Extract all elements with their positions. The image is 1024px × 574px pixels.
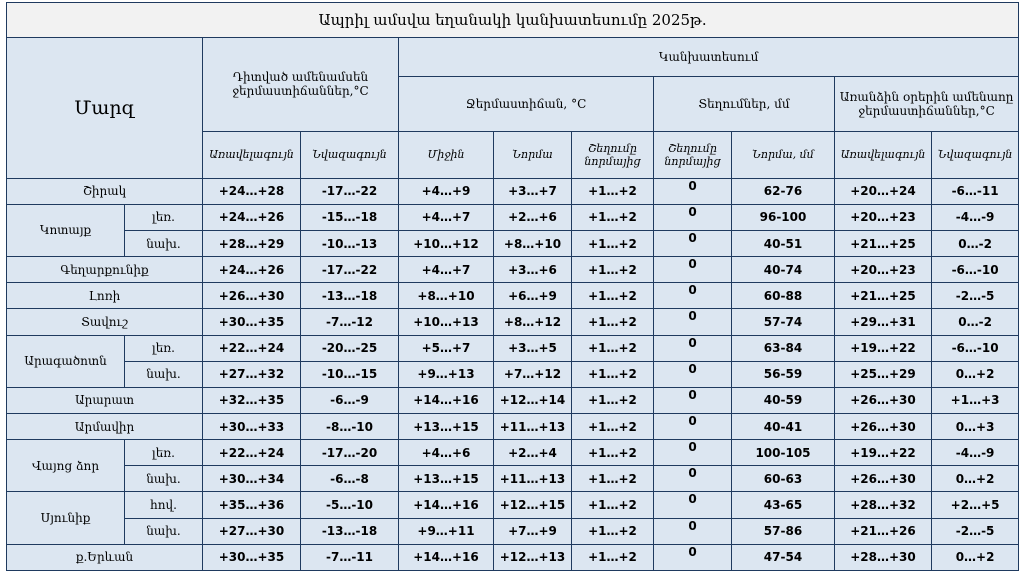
subregion-name: հով.: [125, 492, 203, 518]
cell-mean: +4…+7: [399, 204, 494, 230]
cell-norm: +8…+10: [494, 230, 572, 256]
cell-obs-min: -15…-18: [301, 204, 399, 230]
cell-p-dev: 0: [654, 230, 732, 256]
cell-p-norm: 57-86: [732, 518, 835, 544]
cell-norm: +11…+13: [494, 466, 572, 492]
cell-p-dev: 0: [654, 466, 732, 492]
table-row: [7, 361, 1019, 387]
cell-obs-min: -13…-18: [301, 283, 399, 309]
subregion-name: նախ.: [125, 230, 203, 256]
cell-dev: +1…+2: [572, 204, 654, 230]
cell-mean: +9…+11: [399, 518, 494, 544]
forecast-table-frame: [6, 2, 1018, 571]
cell-e-max: +20…+24: [835, 178, 932, 204]
cell-p-norm: 63-84: [732, 335, 835, 361]
region-name: Շիրակ: [7, 178, 203, 204]
cell-mean: +14…+16: [399, 387, 494, 413]
observed-header: Դիտված ամենամսեն ջերմաստիճաններ,°C: [203, 37, 399, 131]
cell-e-min: 0…+3: [932, 413, 1019, 439]
norm-header: Նորմա: [494, 131, 572, 178]
table-row: [7, 492, 1019, 518]
cell-obs-max: +24…+26: [203, 257, 301, 283]
cell-e-max: +28…+32: [835, 492, 932, 518]
cell-obs-min: -17…-22: [301, 178, 399, 204]
cell-obs-max: +24…+28: [203, 178, 301, 204]
cell-e-min: -2…-5: [932, 518, 1019, 544]
cell-dev: +1…+2: [572, 387, 654, 413]
cell-e-min: 0…+2: [932, 544, 1019, 570]
region-name: Արագածոտն: [7, 335, 125, 387]
cell-norm: +12…+13: [494, 544, 572, 570]
cell-p-dev: 0: [654, 518, 732, 544]
cell-obs-max: +28…+29: [203, 230, 301, 256]
forecast-table: [6, 2, 1019, 571]
deviation-header: Շեղումը նորմայից: [572, 131, 654, 178]
cell-p-norm: 40-41: [732, 413, 835, 439]
cell-p-norm: 56-59: [732, 361, 835, 387]
cell-obs-max: +27…+30: [203, 518, 301, 544]
cell-mean: +13…+15: [399, 466, 494, 492]
cell-e-min: -4…-9: [932, 204, 1019, 230]
cell-obs-max: +26…+30: [203, 283, 301, 309]
cell-p-dev: 0: [654, 335, 732, 361]
cell-obs-max: +30…+33: [203, 413, 301, 439]
cell-norm: +2…+4: [494, 440, 572, 466]
cell-p-norm: 40-59: [732, 387, 835, 413]
cell-dev: +1…+2: [572, 178, 654, 204]
cell-dev: +1…+2: [572, 283, 654, 309]
cell-obs-min: -7…-11: [301, 544, 399, 570]
table-row: [7, 230, 1019, 256]
cell-p-dev: 0: [654, 413, 732, 439]
region-name: Լոռի: [7, 283, 203, 309]
forecast-header: Կանխատեսում: [399, 37, 1019, 77]
table-row: [7, 466, 1019, 492]
temperature-header: Ջերմաստիճան, °C: [399, 77, 654, 131]
cell-e-min: 0…+2: [932, 361, 1019, 387]
cell-obs-max: +27…+32: [203, 361, 301, 387]
cell-norm: +7…+12: [494, 361, 572, 387]
cell-dev: +1…+2: [572, 230, 654, 256]
cell-dev: +1…+2: [572, 466, 654, 492]
precipitation-header: Տեղումներ, մմ: [654, 77, 835, 131]
region-name: Կոտայք: [7, 204, 125, 256]
cell-e-min: 0…-2: [932, 230, 1019, 256]
table-row: [7, 387, 1019, 413]
cell-e-min: +1…+3: [932, 387, 1019, 413]
region-name: Տավուշ: [7, 309, 203, 335]
table-title: Ապրիլ ամսվա եղանակի կանխատեսումը 2025թ.: [7, 3, 1019, 38]
region-name: Արմավիր: [7, 413, 203, 439]
table-row: [7, 178, 1019, 204]
cell-obs-min: -17…-20: [301, 440, 399, 466]
cell-dev: +1…+2: [572, 309, 654, 335]
cell-norm: +12…+15: [494, 492, 572, 518]
ext-max-header: Առավելագույն: [835, 131, 932, 178]
region-name: Սյունիք: [7, 492, 125, 544]
cell-dev: +1…+2: [572, 335, 654, 361]
cell-norm: +3…+7: [494, 178, 572, 204]
cell-norm: +12…+14: [494, 387, 572, 413]
cell-mean: +4…+9: [399, 178, 494, 204]
cell-obs-min: -17…-22: [301, 257, 399, 283]
cell-e-min: +2…+5: [932, 492, 1019, 518]
cell-p-dev: 0: [654, 544, 732, 570]
cell-obs-min: -13…-18: [301, 518, 399, 544]
cell-obs-min: -6…-9: [301, 387, 399, 413]
cell-mean: +13…+15: [399, 413, 494, 439]
region-name: ք.Երևան: [7, 544, 203, 570]
cell-p-dev: 0: [654, 492, 732, 518]
cell-norm: +6…+9: [494, 283, 572, 309]
cell-mean: +10…+12: [399, 230, 494, 256]
cell-mean: +8…+10: [399, 283, 494, 309]
table-row: [7, 335, 1019, 361]
cell-dev: +1…+2: [572, 257, 654, 283]
cell-e-max: +26…+30: [835, 466, 932, 492]
table-row: [7, 204, 1019, 230]
cell-e-min: 0…-2: [932, 309, 1019, 335]
cell-norm: +7…+9: [494, 518, 572, 544]
cell-p-norm: 60-88: [732, 283, 835, 309]
cell-dev: +1…+2: [572, 518, 654, 544]
table-row: [7, 518, 1019, 544]
cell-dev: +1…+2: [572, 440, 654, 466]
ext-min-header: Նվազագույն: [932, 131, 1019, 178]
cell-obs-max: +22…+24: [203, 335, 301, 361]
cell-e-min: -6…-10: [932, 257, 1019, 283]
obs-min-header: Նվազագույն: [301, 131, 399, 178]
cell-dev: +1…+2: [572, 492, 654, 518]
subregion-name: լեռ.: [125, 440, 203, 466]
subregion-name: նախ.: [125, 361, 203, 387]
cell-p-norm: 40-74: [732, 257, 835, 283]
cell-dev: +1…+2: [572, 361, 654, 387]
table-row: [7, 413, 1019, 439]
table-row: [7, 257, 1019, 283]
region-name: Գեղարքունիք: [7, 257, 203, 283]
cell-p-norm: 96-100: [732, 204, 835, 230]
cell-p-dev: 0: [654, 440, 732, 466]
cell-dev: +1…+2: [572, 544, 654, 570]
cell-obs-min: -6…-8: [301, 466, 399, 492]
subregion-name: լեռ.: [125, 335, 203, 361]
cell-mean: +5…+7: [399, 335, 494, 361]
cell-e-min: -2…-5: [932, 283, 1019, 309]
cell-p-norm: 60-63: [732, 466, 835, 492]
cell-mean: +4…+6: [399, 440, 494, 466]
cell-e-max: +29…+31: [835, 309, 932, 335]
cell-p-norm: 62-76: [732, 178, 835, 204]
table-row: [7, 283, 1019, 309]
cell-obs-max: +22…+24: [203, 440, 301, 466]
cell-p-dev: 0: [654, 204, 732, 230]
precip-deviation-header: Շեղումը նորմայից: [654, 131, 732, 178]
cell-p-dev: 0: [654, 178, 732, 204]
cell-e-max: +28…+30: [835, 544, 932, 570]
cell-norm: +3…+6: [494, 257, 572, 283]
cell-p-dev: 0: [654, 283, 732, 309]
cell-e-min: -6…-11: [932, 178, 1019, 204]
cell-p-norm: 57-74: [732, 309, 835, 335]
cell-obs-max: +32…+35: [203, 387, 301, 413]
cell-e-min: 0…+2: [932, 466, 1019, 492]
cell-mean: +4…+7: [399, 257, 494, 283]
cell-e-max: +21…+25: [835, 230, 932, 256]
region-name: Վայոց ձոր: [7, 440, 125, 492]
obs-max-header: Առավելագույն: [203, 131, 301, 178]
cell-mean: +14…+16: [399, 544, 494, 570]
cell-obs-min: -7…-12: [301, 309, 399, 335]
mean-header: Միջին: [399, 131, 494, 178]
cell-e-max: +20…+23: [835, 204, 932, 230]
cell-e-max: +19…+22: [835, 440, 932, 466]
cell-obs-max: +30…+34: [203, 466, 301, 492]
cell-p-dev: 0: [654, 387, 732, 413]
cell-p-norm: 100-105: [732, 440, 835, 466]
cell-mean: +10…+13: [399, 309, 494, 335]
cell-obs-min: -8…-10: [301, 413, 399, 439]
table-row: [7, 440, 1019, 466]
cell-mean: +14…+16: [399, 492, 494, 518]
cell-p-dev: 0: [654, 257, 732, 283]
cell-obs-min: -20…-25: [301, 335, 399, 361]
cell-p-dev: 0: [654, 309, 732, 335]
cell-obs-max: +24…+26: [203, 204, 301, 230]
subregion-name: լեռ.: [125, 204, 203, 230]
cell-p-norm: 47-54: [732, 544, 835, 570]
cell-e-min: -4…-9: [932, 440, 1019, 466]
subregion-name: նախ.: [125, 466, 203, 492]
cell-obs-max: +30…+35: [203, 309, 301, 335]
cell-obs-max: +35…+36: [203, 492, 301, 518]
cell-e-max: +21…+25: [835, 283, 932, 309]
cell-e-min: -6…-10: [932, 335, 1019, 361]
cell-e-max: +26…+30: [835, 387, 932, 413]
cell-norm: +11…+13: [494, 413, 572, 439]
cell-e-max: +21…+26: [835, 518, 932, 544]
precip-norm-header: Նորմա, մմ: [732, 131, 835, 178]
cell-e-max: +26…+30: [835, 413, 932, 439]
cell-e-max: +19…+22: [835, 335, 932, 361]
cell-norm: +2…+6: [494, 204, 572, 230]
cell-obs-min: -10…-15: [301, 361, 399, 387]
cell-p-norm: 43-65: [732, 492, 835, 518]
cell-obs-min: -10…-13: [301, 230, 399, 256]
cell-p-dev: 0: [654, 361, 732, 387]
table-row: [7, 544, 1019, 570]
cell-dev: +1…+2: [572, 413, 654, 439]
cell-e-max: +20…+23: [835, 257, 932, 283]
table-row: [7, 309, 1019, 335]
extreme-header: Առանձին օրերին ամենաոը ջերմաստիճաններ,°C: [835, 77, 1019, 131]
cell-e-max: +25…+29: [835, 361, 932, 387]
cell-norm: +3…+5: [494, 335, 572, 361]
cell-obs-min: -5…-10: [301, 492, 399, 518]
cell-norm: +8…+12: [494, 309, 572, 335]
region-header: Մարզ: [7, 37, 203, 178]
subregion-name: նախ.: [125, 518, 203, 544]
cell-obs-max: +30…+35: [203, 544, 301, 570]
region-name: Արարատ: [7, 387, 203, 413]
cell-p-norm: 40-51: [732, 230, 835, 256]
cell-mean: +9…+13: [399, 361, 494, 387]
